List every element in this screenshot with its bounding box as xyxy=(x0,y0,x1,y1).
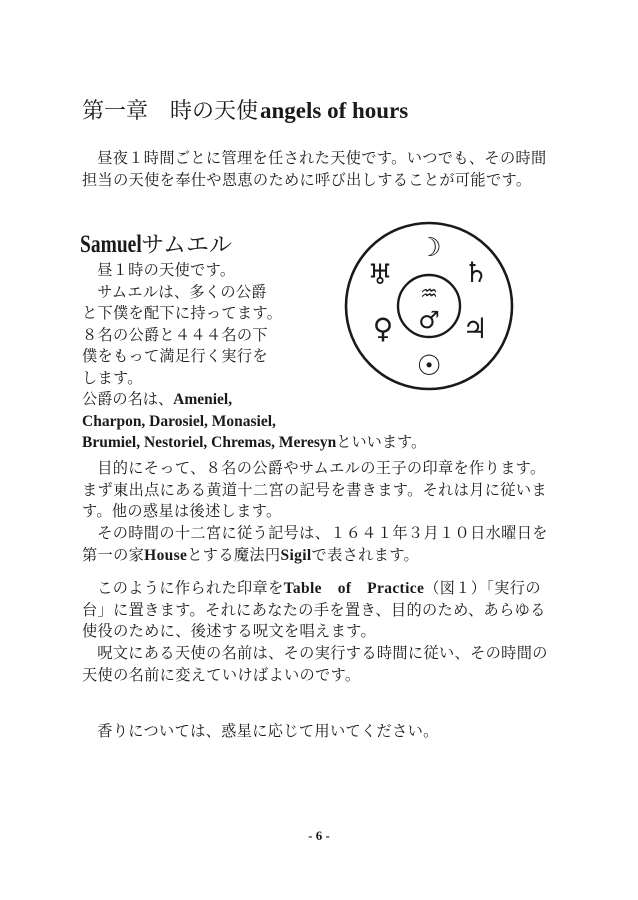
dukes-label: 公爵の名は、 xyxy=(82,390,174,408)
table-text-2: （図１）「実行の台」に置きます。それにあなたの手を置き、目的のため、あらゆる使役のために、後述する呪文を唱えます。 xyxy=(82,579,546,640)
angel-name-jp: サムエル xyxy=(141,232,233,258)
angel-heading xyxy=(80,226,232,259)
house-paragraph xyxy=(82,523,552,566)
house-term: House xyxy=(144,546,188,564)
angel-line: 僕をもって満足行く実行を xyxy=(82,347,268,365)
uranus-icon: ♅ xyxy=(367,258,393,291)
page-number: - 6 - xyxy=(308,828,330,843)
angel-line: ８名の公爵と４４４名の下 xyxy=(82,325,268,344)
incense-paragraph: 香りについては、惑星に応じて用いてください。 xyxy=(97,722,439,740)
mars-icon: ♂ xyxy=(418,306,440,334)
purpose-paragraph: 目的にそって、８名の公爵やサムエルの王子の印章を作ります。まず東出点にある黄道十二宮の記号を書きます。それは月に従います。他の惑星は後述します。 xyxy=(82,459,547,520)
angel-line: します。 xyxy=(82,368,143,387)
sun-icon: ☉ xyxy=(416,349,442,382)
angel-line: サムエルは、多くの公爵 xyxy=(97,282,267,301)
samuel-sigil xyxy=(343,220,515,392)
venus-icon: ♀ xyxy=(372,312,394,345)
angel-line: 昼１時の天使です。 xyxy=(97,261,236,279)
chapter-title xyxy=(82,94,408,125)
aquarius-icon: ♒ xyxy=(420,281,438,305)
sigil-term: Sigil xyxy=(280,546,312,564)
dukes-line-3: Brumiel, Nestoriel, Chremas, Meresyn xyxy=(82,434,337,451)
table-text-1: このように作られた印章を xyxy=(97,579,284,597)
table-of-practice-term: Table of Practice xyxy=(283,580,425,597)
house-text-1: その時間の十二宮に従う記号は、１６４１年３月１０日水曜日を第一の家 xyxy=(82,524,548,564)
moon-icon: ☽ xyxy=(418,233,442,263)
saturn-icon: ♄ xyxy=(463,256,489,289)
dukes-line-1: Ameniel, xyxy=(173,391,233,408)
angel-name-en: Samuel xyxy=(80,231,142,258)
dukes-suffix: といいます。 xyxy=(336,433,427,451)
intro-paragraph: 昼夜１時間ごとに管理を任された天使です。いつでも、その時間担当の天使を奉仕や恩恵のために呼び出しすることが可能です。 xyxy=(82,149,547,189)
table-paragraph xyxy=(82,578,552,643)
chapter-title-en: angels of hours xyxy=(260,98,409,123)
incantation-paragraph: 呪文にある天使の名前は、その実行する時間に従い、その時間の天使の名前に変えていけばよいのです。 xyxy=(82,644,548,684)
dukes-names xyxy=(82,389,552,454)
house-text-3: で表されます。 xyxy=(311,545,420,564)
dukes-line-2: Charpon, Darosiel, Monasiel, xyxy=(82,412,276,430)
house-text-2: とする魔法円 xyxy=(187,545,281,564)
angel-line: と下僕を配下に持ってます。 xyxy=(82,304,283,322)
chapter-title-jp: 第一章 時の天使 xyxy=(82,99,259,124)
jupiter-icon: ♃ xyxy=(462,312,488,345)
angel-description xyxy=(82,260,302,389)
